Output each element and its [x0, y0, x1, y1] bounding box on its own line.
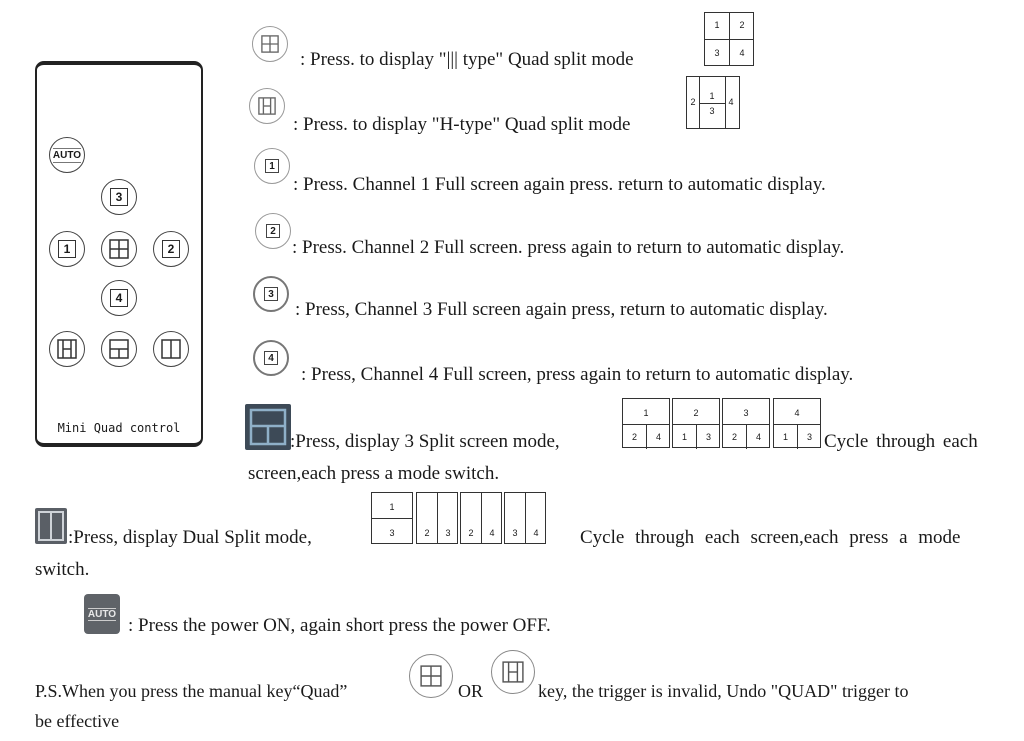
diagram-cell: 3 — [709, 105, 715, 116]
diagram-cell: 3 — [705, 432, 711, 442]
diagram-cell: 4 — [794, 408, 800, 418]
split3-description: :Press, display 3 Split screen mode, — [290, 431, 560, 452]
diagram-cell: 3 — [445, 528, 451, 538]
split3-cycle-text: Cycle through each — [824, 431, 978, 452]
diagram-cell: 1 — [643, 408, 649, 418]
split3-diagram — [672, 398, 720, 448]
diagram-cell: 3 — [806, 432, 812, 442]
dual-diagrams — [371, 492, 576, 544]
channel-3-description: : Press, Channel 3 Full screen again press, return to automatic display. — [295, 299, 828, 320]
quad-grid-diagram — [704, 12, 754, 66]
channel-2-glyph: 2 — [266, 224, 280, 238]
diagram-cell: 3 — [714, 48, 720, 58]
channel-4-glyph: 4 — [264, 351, 278, 365]
quad-grid-icon — [252, 26, 288, 62]
diagram-cell: 4 — [533, 528, 539, 538]
quad-h-description: : Press. to display "H-type" Quad split mode — [293, 114, 631, 135]
channel-2-label: 2 — [162, 240, 180, 258]
split3-diagram — [622, 398, 670, 448]
channel-4-icon — [253, 340, 289, 376]
channel-4-label: 4 — [110, 289, 128, 307]
channel-2-icon — [255, 213, 291, 249]
auto-button[interactable] — [49, 137, 85, 173]
ps-line2: be effective — [35, 711, 120, 731]
three-split-icon — [109, 339, 129, 359]
channel-2-description: : Press. Channel 2 Full screen. press again to return to automatic display. — [292, 237, 845, 258]
diagram-cell: 1 — [681, 432, 687, 442]
diagram-cell: 2 — [739, 20, 745, 30]
h-split-icon — [491, 650, 535, 694]
dual-split-icon — [161, 339, 181, 359]
dual-diagram — [416, 492, 458, 544]
auto-label: AUTO — [52, 149, 82, 161]
channel-4-button[interactable] — [101, 280, 137, 316]
ps-text-part1: P.S.When you press the manual key“Quad” — [35, 681, 348, 701]
dual-description: :Press, display Dual Split mode, — [68, 527, 312, 548]
channel-1-glyph: 1 — [265, 159, 279, 173]
quad-h-button[interactable] — [49, 331, 85, 367]
channel-3-label: 3 — [110, 188, 128, 206]
diagram-cell: 1 — [709, 90, 715, 101]
channel-3-button[interactable] — [101, 179, 137, 215]
channel-1-description: : Press. Channel 1 Full screen again press. return to automatic display. — [293, 174, 826, 195]
diagram-cell: 2 — [468, 528, 474, 538]
dual-cycle-text: Cycle through each screen,each press a mode — [580, 527, 961, 548]
diagram-cell: 3 — [743, 408, 749, 418]
quad-grid-icon — [409, 654, 453, 698]
diagram-cell: 1 — [782, 432, 788, 442]
diagram-cell: 3 — [512, 528, 518, 538]
dual-split-icon — [35, 508, 67, 544]
ps-text-part2: key, the trigger is invalid, Undo "QUAD" trigger to — [538, 681, 909, 701]
ps-or: OR — [458, 681, 484, 701]
channel-1-icon — [254, 148, 290, 184]
diagram-cell: 4 — [655, 432, 661, 442]
dual-diagram — [460, 492, 502, 544]
channel-3-glyph: 3 — [264, 287, 278, 301]
channel-2-button[interactable] — [153, 231, 189, 267]
dual-diagram — [371, 492, 413, 544]
diagram-cell: 3 — [389, 528, 395, 538]
diagram-cell: 2 — [690, 97, 696, 107]
quad-grid-icon — [109, 239, 129, 259]
channel-1-label: 1 — [58, 240, 76, 258]
diagram-cell: 2 — [693, 408, 699, 418]
power-auto-glyph: AUTO — [87, 608, 117, 620]
diagram-cell: 1 — [389, 502, 395, 512]
split3-diagram — [722, 398, 770, 448]
quad-field-description: : Press. to display "||| type" Quad split mode — [300, 49, 634, 70]
split3-diagrams — [622, 398, 822, 448]
diagram-cell: 2 — [424, 528, 430, 538]
channel-1-button[interactable] — [49, 231, 85, 267]
channel-4-description: : Press, Channel 4 Full screen, press again to return to automatic display. — [301, 364, 854, 385]
diagram-cell: 4 — [739, 48, 745, 58]
h-type-diagram — [686, 76, 740, 129]
diagram-cell: 2 — [731, 432, 737, 442]
remote-label: Mini Quad control — [57, 421, 181, 435]
h-split-icon — [57, 339, 77, 359]
diagram-cell: 4 — [755, 432, 761, 442]
diagram-cell: 4 — [489, 528, 495, 538]
dual-diagram — [504, 492, 546, 544]
dual-split-button[interactable] — [153, 331, 189, 367]
dual-line2: switch. — [35, 559, 90, 580]
channel-3-icon — [253, 276, 289, 312]
diagram-cell: 4 — [728, 97, 734, 107]
split3-diagram — [773, 398, 821, 448]
remote-control-illustration — [35, 61, 203, 447]
diagram-cell: 1 — [714, 20, 720, 30]
quad-field-button[interactable] — [101, 231, 137, 267]
power-description: : Press the power ON, again short press the power OFF. — [128, 615, 551, 636]
three-split-icon — [245, 404, 291, 450]
h-split-icon — [249, 88, 285, 124]
split3-line2: screen,each press a mode switch. — [248, 463, 500, 484]
diagram-cell: 2 — [631, 432, 637, 442]
split3-button[interactable] — [101, 331, 137, 367]
power-auto-icon — [84, 594, 120, 634]
